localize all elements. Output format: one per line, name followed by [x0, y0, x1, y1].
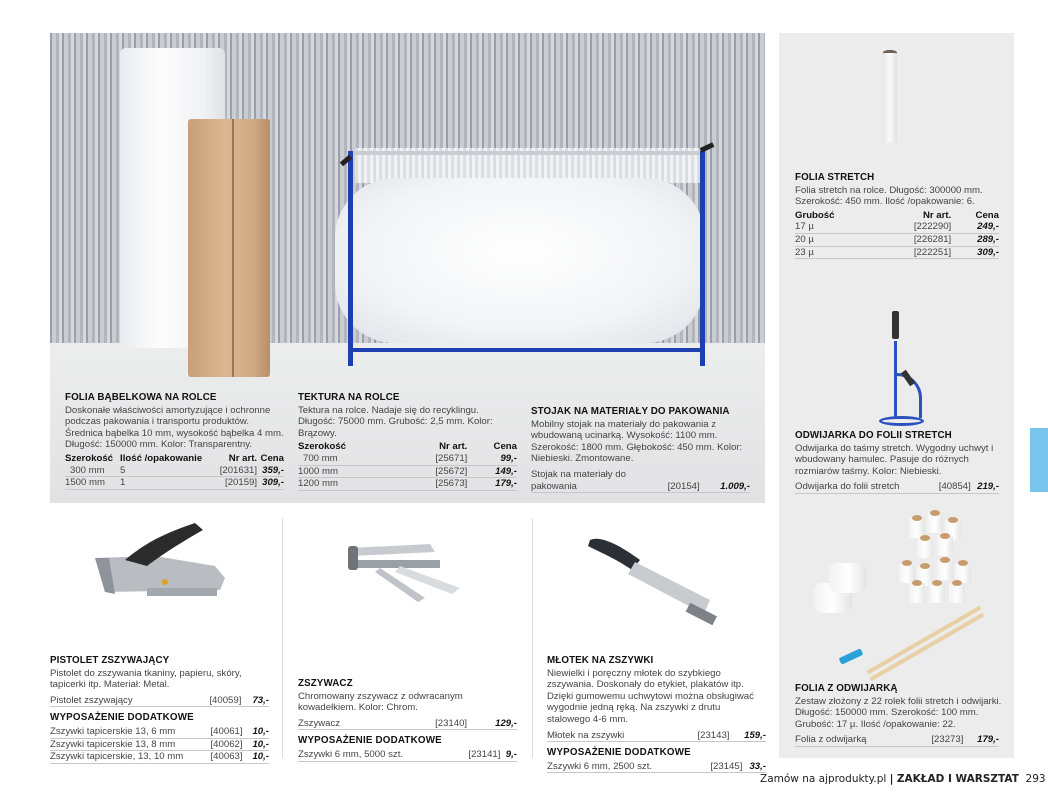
- table-row: Folia z odwijarką [23273] 179,-: [795, 734, 999, 746]
- accessories-heading: WYPOSAŻENIE DODATKOWE: [547, 747, 691, 759]
- page-number: 293: [1025, 773, 1046, 785]
- hammer-tacker-image: [580, 530, 730, 640]
- table-row: Młotek na zszywki [23143] 159,-: [547, 729, 766, 741]
- product-title: FOLIA BĄBELKOWA NA ROLCE: [65, 392, 217, 403]
- product-title: FOLIA STRETCH: [795, 172, 875, 183]
- table-row: pakowania [20154] 1.009,-: [531, 480, 750, 492]
- table-row: Zszywki 6 mm, 2500 szt. [23145] 33,-: [547, 760, 766, 772]
- column-divider: [282, 518, 283, 758]
- col-art: Nr art.: [922, 209, 952, 221]
- product-hammer-tacker: [547, 655, 766, 773]
- table-row: 1200 mm [25673] 179,-: [298, 478, 517, 490]
- product-title: ODWIJARKA DO FOLII STRETCH: [795, 430, 952, 441]
- col-width: Szerokość: [65, 452, 113, 464]
- stand-cutter-bar: [348, 151, 705, 155]
- product-description: Folia stretch na rolce. Długość: 300000 mm. Szerokość: 450 mm. Ilość /opakowanie: 6.: [795, 184, 983, 208]
- table-row: 700 mm [25671] 99,-: [298, 453, 517, 465]
- col-width: Szerokość: [298, 441, 346, 453]
- table-row: 17 µ [222290] 249,-: [795, 221, 999, 233]
- product-description: Zestaw złożony z 22 rolek folii stretch i odwijarki. Długość: 150000 mm. Szerokość: 100 mm. Grubość: 17 µ. Ilość /opakowanie: 22.: [795, 695, 1002, 730]
- right-column-panel: [779, 33, 1014, 758]
- page-footer: [760, 773, 1046, 785]
- accessories-table: [547, 761, 766, 774]
- col-art: Nr art.: [228, 452, 258, 464]
- price-table: [298, 718, 517, 731]
- price-table: [50, 695, 269, 708]
- column-divider: [532, 518, 533, 758]
- table-row: Stojak na materiały do: [531, 468, 626, 480]
- product-description: Mobilny stojak na materiały do pakowania z wbudowaną ucinarką. Wysokość: 1100 mm. Szerokość: 1800 mm. Głębokość: 450 mm. Kolor: Niebieski. Zmontowane.: [531, 418, 743, 465]
- dispenser-base: [879, 416, 924, 426]
- accessories-heading: WYPOSAŻENIE DODATKOWE: [50, 712, 194, 724]
- section-side-tab[interactable]: [1030, 428, 1048, 492]
- product-description: Tektura na rolce. Nadaje się do recyklingu. Długość: 75000 mm. Grubość: 2,5 mm. Kolor: Brązowy.: [298, 404, 493, 439]
- price-table: [795, 210, 999, 259]
- product-title: TEKTURA NA ROLCE: [298, 392, 400, 403]
- product-title: ZSZYWACZ: [298, 678, 353, 689]
- col-art: Nr art.: [439, 441, 468, 453]
- mini-stretch-rolls-image: [809, 508, 979, 668]
- section-name: ZAKŁAD I WARSZTAT: [896, 773, 1019, 785]
- stand-frame-left: [348, 151, 353, 366]
- table-row: 20 µ [226281] 289,-: [795, 233, 999, 245]
- col-price: Cena: [260, 452, 284, 464]
- table-row: Zszywacz [23140] 129,-: [298, 717, 517, 729]
- col-thickness: Grubość: [795, 209, 835, 221]
- table-row: Odwijarka do folii stretch [40854] 219,-: [795, 481, 999, 493]
- price-table: [298, 441, 517, 490]
- product-stapler: [298, 678, 517, 762]
- accessories-heading: WYPOSAŻENIE DODATKOWE: [298, 735, 442, 747]
- table-row: 1000 mm [25672] 149,-: [298, 465, 517, 477]
- stand-frame-right: [700, 151, 705, 366]
- col-qty: Ilość /opakowanie: [120, 452, 203, 464]
- product-title: STOJAK NA MATERIAŁY DO PAKOWANIA: [531, 406, 730, 417]
- stretch-film-roll-image: [883, 53, 897, 143]
- dispenser-grip: [892, 311, 899, 339]
- product-description: Chromowany zszywacz z odwracanym kowadełkiem. Kolor: Chrom.: [298, 690, 463, 714]
- col-price: Cena: [493, 441, 517, 453]
- staple-gun-image: [85, 518, 235, 613]
- price-table: [65, 453, 284, 490]
- cardboard-roll-image: [188, 119, 270, 377]
- table-row: 300 mm 5 [201631] 359,-: [65, 465, 284, 477]
- product-bubble-wrap: [65, 392, 284, 490]
- order-link[interactable]: Zamów na ajprodukty.pl: [760, 773, 887, 785]
- table-row: Pistolet zszywający [40059] 73,-: [50, 694, 269, 706]
- price-table: [547, 730, 766, 743]
- product-description: Niewielki i poręczny młotek do szybkiego zszywania. Doskonały do etykiet, plakatów itp. Dzięki gumowemu uchwytowi można obsługiwać wygodnie jedną ręką. Na zszywki z drutu stalowego 4-6 mm.: [547, 667, 754, 725]
- table-row: 1500 mm 1 [20159] 309,-: [65, 477, 284, 489]
- accessories-table: [298, 749, 517, 762]
- col-price: Cena: [975, 209, 999, 221]
- product-title: MŁOTEK NA ZSZYWKI: [547, 655, 654, 666]
- footer-separator: |: [889, 773, 894, 785]
- product-cardboard: [298, 392, 517, 491]
- stapler-image: [340, 538, 480, 608]
- price-table: [795, 481, 999, 494]
- product-stretch-film: [795, 172, 999, 259]
- table-row: Zszywki tapicerskie 13, 8 mm [40062] 10,-: [50, 738, 269, 750]
- product-stand: [531, 406, 750, 493]
- product-title: FOLIA Z ODWIJARKĄ: [795, 683, 898, 694]
- product-stretch-dispenser: [795, 430, 999, 494]
- table-row: Zszywki tapicerskie 13, 6 mm [40061] 10,-: [50, 725, 269, 737]
- table-row: Zszywki 6 mm, 5000 szt. [23141] 9,-: [298, 748, 517, 760]
- product-staple-gun: [50, 655, 269, 764]
- accessories-table: [50, 726, 269, 764]
- stand-bubble-roll-image: [335, 178, 705, 343]
- product-film-with-dispenser: [795, 683, 1005, 747]
- price-table: [531, 469, 750, 493]
- table-row: Zszywki tapicerskie, 13, 10 mm [40063] 10,-: [50, 751, 269, 763]
- product-description: Doskonałe właściwości amortyzujące i ochronne podczas pakowania i transportu produktów. Średnica bąbelka 10 mm, wysokość bąbelka 4 mm. Długość: 150000 mm. Kolor: Transparentny.: [65, 404, 284, 451]
- product-description: Odwijarka do taśmy stretch. Wygodny uchwyt i wbudowany hamulec. Pasuje do różnych rozmiarów taśmy. Kolor: Niebieski.: [795, 442, 994, 477]
- product-title: PISTOLET ZSZYWAJĄCY: [50, 655, 170, 666]
- table-row: 23 µ [222251] 309,-: [795, 246, 999, 258]
- product-description: Pistolet do zszywania tkaniny, papieru, skóry, tapicerki itp. Materiał: Metal.: [50, 667, 242, 691]
- stand-base-bar: [348, 348, 705, 352]
- price-table: [795, 734, 999, 747]
